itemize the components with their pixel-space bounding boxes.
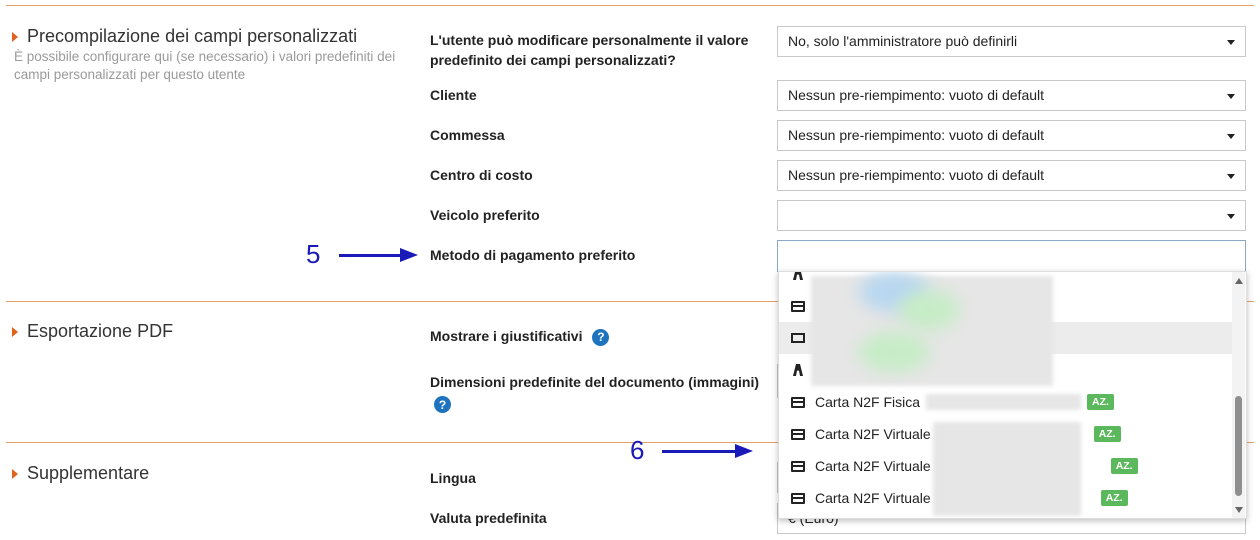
annotation-arrow-6: [662, 450, 736, 453]
select-value: No, solo l'amministratore può definirli: [788, 33, 1018, 49]
card-icon: [791, 461, 805, 472]
label-text: Mostrare i giustificativi: [430, 328, 583, 344]
help-icon[interactable]: ?: [592, 329, 609, 346]
scroll-up-icon[interactable]: [1235, 278, 1243, 284]
select-commessa[interactable]: [777, 120, 1246, 151]
annotation-step-6: 6: [630, 435, 645, 465]
label-centro-di-costo: Centro di costo: [430, 167, 533, 183]
card-icon: [791, 429, 805, 440]
az-badge: AZ.: [1087, 394, 1114, 410]
label-metodo-pagamento: Metodo di pagamento preferito: [430, 247, 636, 263]
label-cliente: Cliente: [430, 87, 477, 103]
select-centro-di-costo[interactable]: [777, 160, 1246, 191]
dropdown-scrollbar[interactable]: [1232, 272, 1245, 518]
dropdown-item-label: Carta N2F Virtuale: [815, 458, 931, 474]
card-icon: [791, 493, 805, 504]
az-badge: AZ.: [1094, 426, 1121, 442]
dropdown-item-label: Carta N2F Virtuale: [815, 490, 931, 506]
redacted-area: [926, 394, 1081, 410]
label-mostrare-giustificativi: [430, 326, 609, 346]
section-title-text: Supplementare: [27, 463, 150, 483]
help-icon[interactable]: ?: [434, 396, 451, 413]
scrollbar-thumb[interactable]: [1235, 396, 1242, 496]
redacted-area: [933, 422, 1081, 516]
section-title-text: Esportazione PDF: [27, 321, 174, 341]
section-description: È possibile configurare qui (se necessario) i valori predefiniti dei campi personalizzati per questo utente: [14, 49, 396, 82]
chevron-down-icon: [1227, 40, 1235, 45]
annotation-arrow-5: [339, 254, 401, 257]
label-commessa: Commessa: [430, 127, 505, 143]
chevron-down-icon: [1227, 134, 1235, 139]
caret-right-icon: [12, 469, 18, 479]
section-title-supplementare: [12, 463, 149, 484]
select-value: Nessun pre-riempimento: vuoto di default: [788, 87, 1045, 103]
card-icon: [791, 301, 805, 312]
card-icon: [791, 397, 805, 408]
road-icon: [791, 271, 805, 280]
payment-method-dropdown[interactable]: [778, 271, 1247, 519]
annotation-step-5: 5: [306, 239, 321, 269]
label-user-can-modify: L'utente può modificare personalmente il valore predefinito dei campi personalizzati?: [430, 32, 749, 68]
section-title-esportazione: [12, 321, 173, 342]
az-badge: AZ.: [1101, 490, 1128, 506]
section-divider-top: [6, 5, 1254, 6]
select-user-can-modify[interactable]: [777, 26, 1246, 57]
label-veicolo-preferito: Veicolo preferito: [430, 207, 540, 223]
section-title-precompilazione: [12, 26, 357, 47]
select-value: Nessun pre-riempimento: vuoto di default: [788, 127, 1045, 143]
dropdown-item-label: Carta N2F Virtuale: [815, 426, 931, 442]
redacted-area: [859, 332, 929, 372]
select-value: Nessun pre-riempimento: vuoto di default: [788, 167, 1045, 183]
chevron-down-icon: [1227, 214, 1235, 219]
label-text: Dimensioni predefinite del documento (immagini): [430, 374, 760, 390]
redacted-area: [899, 290, 959, 330]
label-lingua: Lingua: [430, 470, 476, 486]
chevron-down-icon: [1227, 174, 1235, 179]
annotation-arrowhead-6: [735, 444, 753, 458]
select-veicolo-preferito[interactable]: [777, 200, 1246, 231]
chevron-down-icon: [1227, 94, 1235, 99]
annotation-arrowhead-5: [400, 248, 418, 262]
cheque-icon: [791, 333, 805, 343]
az-badge: AZ.: [1111, 458, 1138, 474]
caret-right-icon: [12, 32, 18, 42]
road-icon: [791, 364, 805, 376]
dropdown-item-label: Carta N2F Fisica: [815, 394, 921, 410]
select-cliente[interactable]: [777, 80, 1246, 111]
label-valuta: Valuta predefinita: [430, 510, 547, 526]
section-title-text: Precompilazione dei campi personalizzati: [27, 26, 358, 46]
scroll-down-icon[interactable]: [1235, 507, 1243, 513]
dropdown-item-carta-fisica[interactable]: [779, 386, 1232, 418]
select-metodo-pagamento[interactable]: [777, 240, 1246, 272]
label-dimensioni-documento: [430, 372, 760, 413]
caret-right-icon: [12, 327, 18, 337]
